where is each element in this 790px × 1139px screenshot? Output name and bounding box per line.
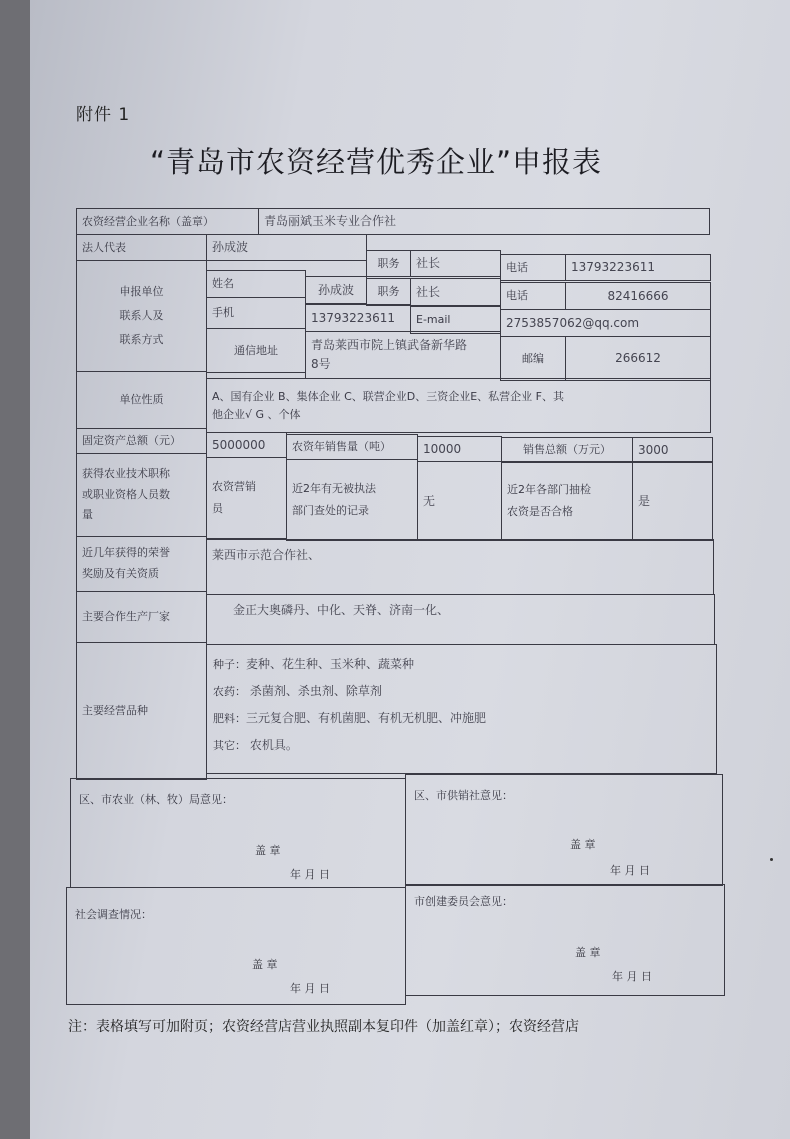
partners-field[interactable]: 金正大奥磷丹、中化、天脊、济南一化、 xyxy=(206,594,715,645)
honors-label xyxy=(76,536,207,592)
qualified-staff-sub-line-1: 农资营销 xyxy=(212,480,256,493)
postcode-field[interactable]: 266612 xyxy=(565,336,711,381)
form-title: “青岛市农资经营优秀企业”申报表 xyxy=(150,145,603,179)
mobile-label: 手机 xyxy=(206,297,306,329)
product-line-fertilizers xyxy=(213,705,710,732)
annex-number: 附件 1 xyxy=(76,105,131,125)
nature-label: 单位性质 xyxy=(76,371,207,429)
inspection-label xyxy=(501,461,633,541)
contact-name-field[interactable]: 孙成波 xyxy=(305,276,367,304)
contact-group-label-line-1: 申报单位 xyxy=(119,284,164,298)
nature-options-line-1: A、国有企业 B、集体企业 C、联营企业D、三资企业E、私营企业 F、其 xyxy=(212,390,564,404)
contact-phone-field[interactable]: 82416666 xyxy=(565,282,711,310)
honors-label-line-2: 奖励及有关资质 xyxy=(82,567,159,580)
survey-date-label: 年 月 日 xyxy=(290,982,330,995)
product-category: 农药： xyxy=(213,685,246,698)
penalty-label xyxy=(286,459,418,541)
sales-total-label: 销售总额（万元） xyxy=(501,437,633,463)
legal-rep-position-label: 职务 xyxy=(366,250,411,277)
email-field[interactable]: 2753857062@qq.com xyxy=(500,309,711,337)
qualified-staff-label xyxy=(76,453,207,537)
product-category: 肥料： xyxy=(213,712,246,725)
product-items: 农机具。 xyxy=(246,738,298,752)
product-category: 其它： xyxy=(213,739,246,752)
committee-opinion-box[interactable] xyxy=(405,884,725,996)
product-line-other xyxy=(213,732,710,759)
contact-position-field[interactable]: 社长 xyxy=(410,278,501,306)
product-line-seeds xyxy=(213,651,710,678)
footnote: 注：表格填写可加附页；农资经营店营业执照副本复印件（加盖红章）；农资经营店 xyxy=(68,1019,579,1035)
legal-rep-position-field[interactable]: 社长 xyxy=(410,250,501,277)
annual-volume-label: 农资年销售量（吨） xyxy=(286,434,418,460)
contact-position-label: 职务 xyxy=(366,278,411,306)
nature-options[interactable] xyxy=(206,378,711,433)
product-items: 麦种、花生种、玉米种、蔬菜种 xyxy=(246,657,415,671)
contact-name-label: 姓名 xyxy=(206,270,306,298)
survey-seal-label: 盖 章 xyxy=(252,958,278,971)
agri-date-label: 年 月 日 xyxy=(290,868,330,881)
agri-seal-label: 盖 章 xyxy=(255,844,281,857)
company-name-field[interactable]: 青岛丽斌玉米专业合作社 xyxy=(258,208,710,235)
qualified-staff-label-line-3: 量 xyxy=(82,508,93,522)
honors-field[interactable]: 莱西市示范合作社、 xyxy=(206,539,714,595)
address-line-1: 青岛莱西市院上镇武备新华路 xyxy=(311,338,468,353)
qualified-staff-label-line-1: 获得农业技术职称 xyxy=(82,466,170,480)
legal-rep-field[interactable]: 孙成波 xyxy=(206,234,367,261)
address-label: 通信地址 xyxy=(206,328,306,373)
phone-label: 电话 xyxy=(500,254,566,281)
company-name-label: 农资经营企业名称（盖章） xyxy=(76,208,259,235)
legal-rep-label: 法人代表 xyxy=(76,234,207,261)
product-items: 杀菌剂、杀虫剂、除草剂 xyxy=(246,684,382,698)
penalty-field[interactable]: 无 xyxy=(417,461,502,541)
inspection-label-line-1: 近2年各部门抽检 xyxy=(507,483,591,496)
qualified-staff-sub-line-2: 员 xyxy=(212,502,223,515)
product-category: 种子： xyxy=(213,658,246,671)
product-line-pesticides xyxy=(213,678,710,705)
social-survey-label: 社会调查情况： xyxy=(75,908,152,921)
contact-group-label-line-2: 联系人及 xyxy=(119,308,164,322)
contact-phone-label: 电话 xyxy=(500,282,566,310)
product-items: 三元复合肥、有机菌肥、有机无机肥、冲施肥 xyxy=(246,711,487,725)
qualified-staff-field[interactable] xyxy=(206,457,287,539)
phone-field[interactable]: 13793223611 xyxy=(565,254,711,281)
supply-seal-label: 盖 章 xyxy=(570,838,596,851)
products-label: 主要经营品种 xyxy=(76,642,207,780)
address-field[interactable] xyxy=(305,331,501,379)
contact-group-label-line-3: 联系方式 xyxy=(119,333,164,347)
committee-opinion-label: 市创建委员会意见： xyxy=(414,895,513,908)
committee-seal-label: 盖 章 xyxy=(575,946,601,959)
supply-date-label: 年 月 日 xyxy=(610,864,650,877)
qualified-staff-label-line-2: 或职业资格人员数 xyxy=(82,487,170,501)
agri-bureau-opinion-box[interactable] xyxy=(70,778,406,888)
agri-bureau-opinion-label: 区、市农业（林、牧）局意见： xyxy=(79,793,233,806)
inspection-label-line-2: 农资是否合格 xyxy=(507,505,573,518)
fixed-assets-field[interactable]: 5000000 xyxy=(206,432,287,458)
committee-date-label: 年 月 日 xyxy=(612,970,652,983)
annual-volume-field[interactable]: 10000 xyxy=(417,436,502,462)
address-line-2: 8号 xyxy=(311,357,331,371)
sales-total-field[interactable]: 3000 xyxy=(632,437,713,463)
honors-label-line-1: 近几年获得的荣誉 xyxy=(82,546,170,560)
email-label: E-mail xyxy=(410,306,501,334)
penalty-label-line-1: 近2年有无被执法 xyxy=(292,482,376,495)
supply-coop-opinion-label: 区、市供销社意见： xyxy=(414,789,513,802)
nature-options-line-2: 他企业√ G 、个体 xyxy=(212,407,301,421)
contact-group-label xyxy=(76,260,207,372)
penalty-label-line-2: 部门查处的记录 xyxy=(292,504,369,517)
mobile-field[interactable]: 13793223611 xyxy=(305,304,411,332)
inspection-field[interactable]: 是 xyxy=(632,461,713,541)
fixed-assets-label: 固定资产总额（元） xyxy=(76,428,207,454)
postcode-label: 邮编 xyxy=(500,336,566,381)
products-field[interactable] xyxy=(206,644,717,774)
partners-label: 主要合作生产厂家 xyxy=(76,591,207,643)
social-survey-box[interactable] xyxy=(66,887,406,1005)
stray-mark xyxy=(770,858,773,861)
supply-coop-opinion-box[interactable] xyxy=(405,774,723,886)
